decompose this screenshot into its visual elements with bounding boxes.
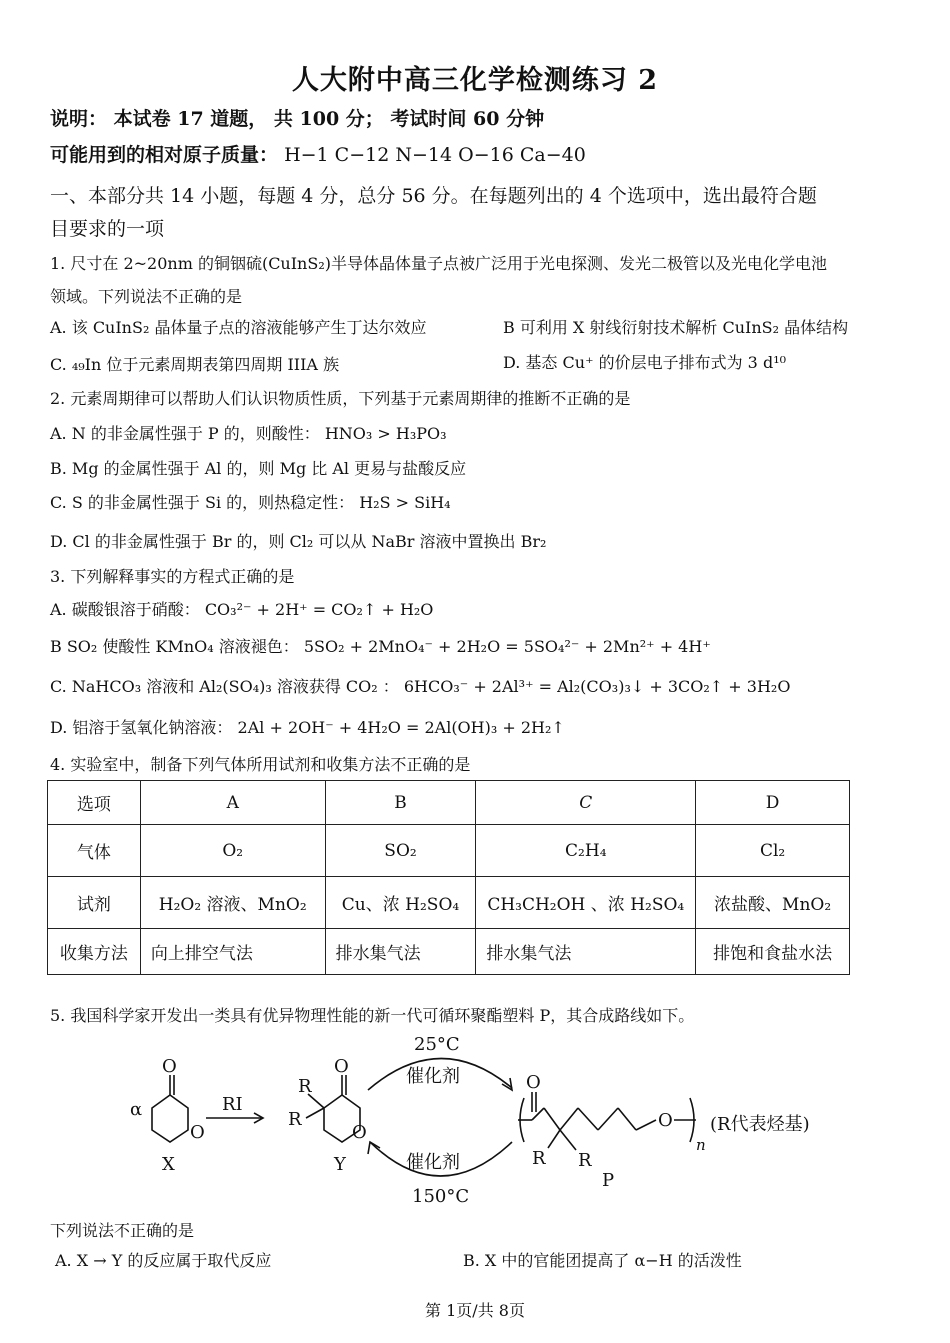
table-cell: CH₃CH₂OH 、浓 H₂SO₄ [476,877,696,929]
q1-stem-line1: 1. 尺寸在 2~20nm 的铜铟硫(CuInS₂)半导体晶体量子点被广泛用于光电探测、发光二极管以及光电化学电池 [50,254,827,273]
p-label: P [602,1170,615,1191]
table-cell: 气体 [48,825,141,877]
q3-option-b: B SO₂ 使酸性 KMnO₄ 溶液褪色： 5SO₂ + 2MnO₄⁻ + 2H₂O = 5SO₄²⁻ + 2Mn²⁺ + 4H⁺ [50,637,711,656]
table-header-cell: D [696,781,850,825]
catalyst-top: 催化剂 [406,1066,460,1087]
polymer-bond [560,1108,578,1130]
table-header-cell: 选项 [48,781,141,825]
q2-stem: 2. 元素周期律可以帮助人们认识物质性质，下列基于元素周期律的推断不正确的是 [50,389,631,408]
q5-sub-stem: 下列说法不正确的是 [50,1221,195,1240]
q1-option-b: B 可利用 X 射线衍射技术解析 CuInS₂ 晶体结构 [503,318,849,337]
p-r-label: R [532,1148,546,1169]
table-cell: O₂ [140,825,325,877]
y-carbonyl-o: O [334,1056,349,1077]
polymer-r-bond [548,1130,560,1148]
x-ring-bonds [152,1095,188,1142]
polymer-bond [544,1108,560,1130]
exam-instructions: 说明： 本试卷 17 道题， 共 100 分； 考试时间 60 分钟 [50,108,545,130]
q5-option-b: B. X 中的官能团提高了 α−H 的活泼性 [463,1251,742,1270]
table-header-cell: B [325,781,476,825]
temp-top: 25°C [414,1034,460,1055]
q3-stem: 3. 下列解释事实的方程式正确的是 [50,567,295,586]
y-r-bond [306,1108,324,1118]
q3-option-d: D. 铝溶于氢氧化钠溶液： 2Al + 2OH⁻ + 4H₂O = 2Al(OH)₃ + 2H₂↑ [50,718,565,737]
y-label: Y [334,1154,346,1175]
table-cell: 浓盐酸、MnO₂ [696,877,850,929]
table-header-cell: A [140,781,325,825]
y-r-label: R [298,1076,312,1097]
table-row [48,877,850,929]
table-cell: 收集方法 [48,929,141,975]
q1-option-d: D. 基态 Cu⁺ 的价层电子排布式为 3 d¹⁰ [503,353,787,372]
reverse-arrowhead [368,1142,380,1154]
page-footer: 第 1页/共 8页 [425,1301,525,1320]
y-r-label: R [288,1109,302,1130]
p-r-label: R [578,1150,592,1171]
table-row [48,825,850,877]
table-cell: 试剂 [48,877,141,929]
table-cell: 向上排空气法 [140,929,325,975]
table-row [48,929,850,975]
polymer-bond [578,1108,598,1130]
atomic-mass-line [50,140,586,167]
q3-option-a: A. 碳酸银溶于硝酸： CO₃²⁻ + 2H⁺ = CO₂↑ + H₂O [50,600,434,619]
table-cell: 排水集气法 [476,929,696,975]
q1-stem-line2: 领域。下列说法不正确的是 [50,287,243,306]
polymer-bond [636,1120,656,1130]
table-header-row [48,781,850,825]
atomic-mass-values: H−1 C−12 N−14 O−16 Ca−40 [284,144,586,166]
table-cell: H₂O₂ 溶液、MnO₂ [140,877,325,929]
q2-option-c: C. S 的非金属性强于 Si 的，则热稳定性： H₂S > SiH₄ [50,493,451,512]
y-ring-o: O [352,1122,367,1143]
table-header-cell: C [476,781,696,825]
page-title: 人大附中高三化学检测练习 2 [291,65,659,96]
temp-bottom: 150°C [412,1186,470,1207]
reagent-label: RI [222,1094,243,1115]
repeat-n: n [696,1136,706,1154]
p-carbonyl-o: O [526,1072,541,1093]
reagent-table [47,780,850,975]
x-label: X [162,1154,175,1175]
p-ester-o: O [658,1110,673,1131]
x-ring-o: O [190,1122,205,1143]
r-note: (R代表烃基) [710,1114,810,1135]
q2-option-a: A. N 的非金属性强于 P 的，则酸性： HNO₃ > H₃PO₃ [50,424,447,443]
section-heading-line2: 目要求的一项 [50,218,165,240]
polymer-bond [532,1108,544,1120]
polymer-bond [598,1108,618,1130]
q5-stem: 5. 我国科学家开发出一类具有优异物理性能的新一代可循环聚酯塑料 P，其合成路线如下。 [50,1006,695,1025]
table-cell: SO₂ [325,825,476,877]
x-carbonyl-o: O [162,1056,177,1077]
table-cell: Cu、浓 H₂SO₄ [325,877,476,929]
q5-option-a: A. X → Y 的反应属于取代反应 [55,1251,272,1270]
alpha-label: α [130,1099,143,1120]
q2-option-b: B. Mg 的金属性强于 Al 的，则 Mg 比 Al 更易与盐酸反应 [50,459,467,478]
section-heading-line1: 一、本部分共 14 小题，每题 4 分，总分 56 分。在每题列出的 4 个选项中，选出最符合题 [50,185,817,207]
q2-option-d: D. Cl 的非金属性强于 Br 的，则 Cl₂ 可以从 NaBr 溶液中置换出 Br₂ [50,532,547,551]
table-cell: Cl₂ [696,825,850,877]
table-cell: 排水集气法 [325,929,476,975]
q4-stem: 4. 实验室中，制备下列气体所用试剂和收集方法不正确的是 [50,755,471,774]
q1-option-a: A. 该 CuInS₂ 晶体量子点的溶液能够产生丁达尔效应 [50,318,427,337]
q1-option-c: C. ₄₉In 位于元素周期表第四周期 IIIA 族 [50,355,340,374]
table-cell: C₂H₄ [476,825,696,877]
polymer-r-bond [560,1130,576,1150]
q3-option-c: C. NaHCO₃ 溶液和 Al₂(SO₄)₃ 溶液获得 CO₂ ： 6HCO₃⁻ + 2Al³⁺ = Al₂(CO₃)₃↓ + 3CO₂↑ + 3H₂O [50,677,791,696]
catalyst-bottom: 催化剂 [406,1152,460,1173]
polymer-bond [618,1108,636,1130]
atomic-mass-label: 可能用到的相对原子质量： [50,144,279,166]
table-cell: 排饱和食盐水法 [696,929,850,975]
synthesis-scheme [0,1020,950,1220]
